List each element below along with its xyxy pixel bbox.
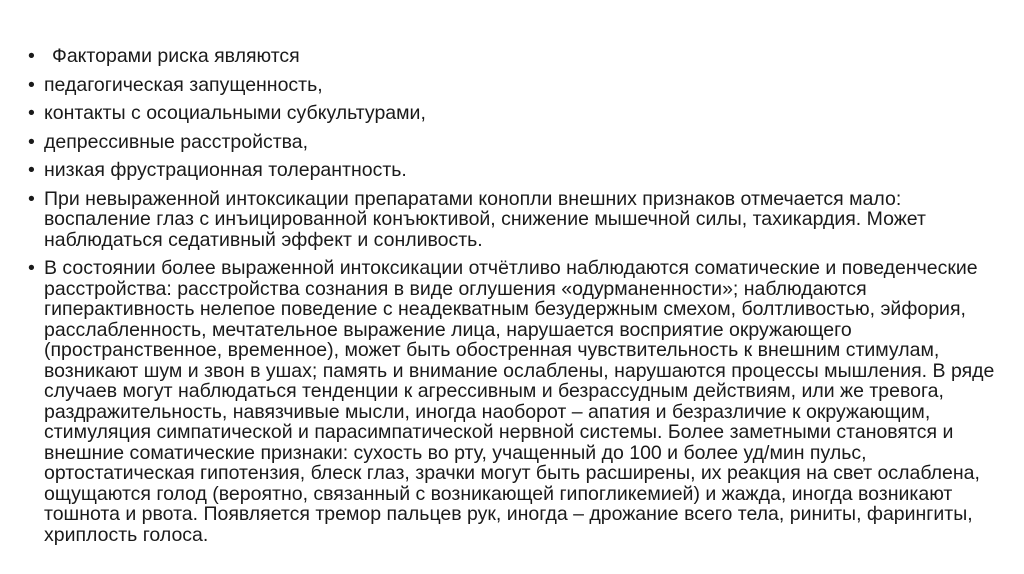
bullet-icon: • (28, 130, 35, 153)
list-item-text: контакты с осоциальными субкультурами, (44, 102, 426, 124)
list-item-text: При невыраженной интоксикации препаратами конопли внешних признаков отмечается мало: воспаление глаз с инъицированной конъюктивой, снижение мышечной силы, тахикардия. Может наблюдаться седативный эффект и сонливость. (44, 187, 926, 251)
bullet-icon: • (28, 187, 35, 210)
list-item (28, 132, 1003, 153)
bullet-icon: • (28, 159, 35, 181)
bullet-list (28, 46, 1003, 553)
list-item (28, 46, 1003, 67)
list-item-text: низкая фрустрационная толерантность. (44, 159, 407, 181)
list-item-text: Факторами риска являются (52, 45, 300, 67)
list-item (28, 75, 1003, 96)
list-item (28, 160, 1003, 181)
bullet-icon: • (28, 45, 35, 67)
list-item (28, 189, 1003, 251)
list-item-text: педагогическая запущенность, (44, 73, 323, 96)
list-item-text: В состоянии более выраженной интоксикации отчётливо наблюдаются соматические и поведенческие расстройства: расстройства сознания в виде оглушения «одурманенности»; наблюдаются гиперактивность нелепое поведение с неадекватным безудержным смехом, болтливостью, эйфория, расслабленность, мечтательное выражение лица, нарушается восприятие окружающего (пространственное, временное), может быть обостренная чувствительность к внешним стимулам, возникают шум и звон в ушах; память и внимание ослаблены, нарушаются процессы мышления. В ряде случаев могут наблюдаться тенденции к агрессивным и безрассудным действиям, или же тревога, раздражительность, навязчивые мысли, иногда наоборот – апатия и безразличие к окружающим, стимуляция симпатической и парасимпатической нервной системы. Более заметными становятся и внешние соматические признаки: сухость во рту, учащенный до 100 и более уд/мин пульс, ортостатическая гипотензия, блеск глаз, зрачки могут быть расширены, их реакция на свет ослаблена, ощущаются голод (вероятно, связанный с возникающей гипогликемией) и жажда, иногда возникают тошнота и рвота. Появляется тремор пальцев рук, иногда – дрожание всего тела, риниты, фарингиты, хриплость голоса. (44, 257, 995, 546)
list-item (28, 103, 1003, 124)
list-item (28, 258, 1003, 545)
bullet-icon: • (28, 102, 35, 124)
bullet-icon: • (28, 257, 35, 279)
bullet-icon: • (28, 73, 35, 96)
list-item-text: депрессивные расстройства, (44, 130, 309, 153)
